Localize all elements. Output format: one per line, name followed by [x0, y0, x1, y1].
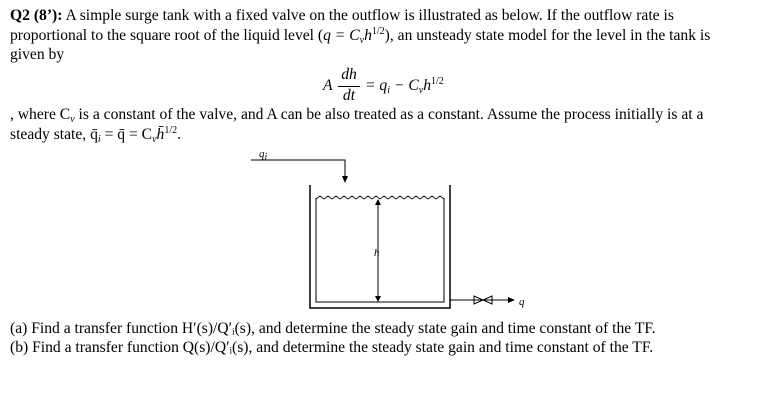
eq-A: A — [323, 77, 333, 94]
eq-rhs-sub-v: v — [418, 85, 424, 96]
problem-text-2-prefix: proportional to the square root of the liquid level ( — [10, 27, 324, 44]
after-text-2-mid: = q̄ = C — [100, 126, 153, 143]
problem-text-2-suffix: ), an unsteady state model for the level in the tank is — [384, 27, 711, 44]
problem-text-3: given by — [10, 46, 65, 63]
inline-eq-q: q = C — [323, 27, 360, 44]
eq-rhs-q: = q — [365, 77, 388, 94]
eq-numerator: dh — [341, 66, 357, 83]
after-text-2-prefix: steady state, q̄ — [10, 126, 98, 143]
tank-inner-wall — [316, 198, 444, 302]
outflow-label: q — [519, 296, 525, 308]
inline-eq-sub-v: v — [359, 35, 365, 46]
inline-eq-h: h — [364, 27, 372, 44]
eq-denominator: dt — [342, 87, 356, 104]
question-b: (b) Find a transfer function Q(s)/Q′ᵢ(s), and determine the steady state gain and time constant of the TF. — [10, 339, 654, 356]
after-sub-v: v — [70, 114, 75, 125]
inlet-pipe — [251, 160, 345, 180]
level-arrow-bottom — [375, 296, 381, 302]
after-text-2-end: . — [177, 126, 182, 143]
eq-rhs-middle: − C — [390, 77, 419, 94]
problem-text-1: A simple surge tank with a fixed valve on the outflow is illustrated as below. If the outflow rate is — [62, 7, 674, 24]
inline-eq-sup: 1/2 — [371, 26, 385, 37]
after-text-1: , where C — [10, 106, 71, 123]
eq-rhs-sub-i: i — [387, 85, 390, 96]
level-arrow-top — [375, 199, 381, 205]
after-sub-v2: v — [152, 134, 157, 145]
level-label: h — [374, 247, 380, 259]
inflow-label: $q_i$ — [259, 148, 268, 163]
liquid-surface — [316, 196, 444, 199]
after-sub-i: i — [97, 134, 101, 145]
after-sup: 1/2 — [164, 125, 178, 136]
eq-rhs-sup: 1/2 — [430, 76, 444, 87]
after-text-1-rest: is a constant of the valve, and A can be also treated as a constant. Assume the process initially is at a — [74, 106, 704, 123]
eq-rhs-h: h — [423, 77, 431, 94]
outlet-arrow — [508, 297, 515, 303]
after-h-bar: h̄ — [156, 126, 165, 143]
question-label: Q2 (8’): — [10, 7, 63, 24]
question-a: (a) Find a transfer function H′(s)/Q′ᵢ(s), and determine the steady state gain and time constant of the TF. — [10, 320, 656, 337]
inlet-arrow — [342, 176, 348, 183]
